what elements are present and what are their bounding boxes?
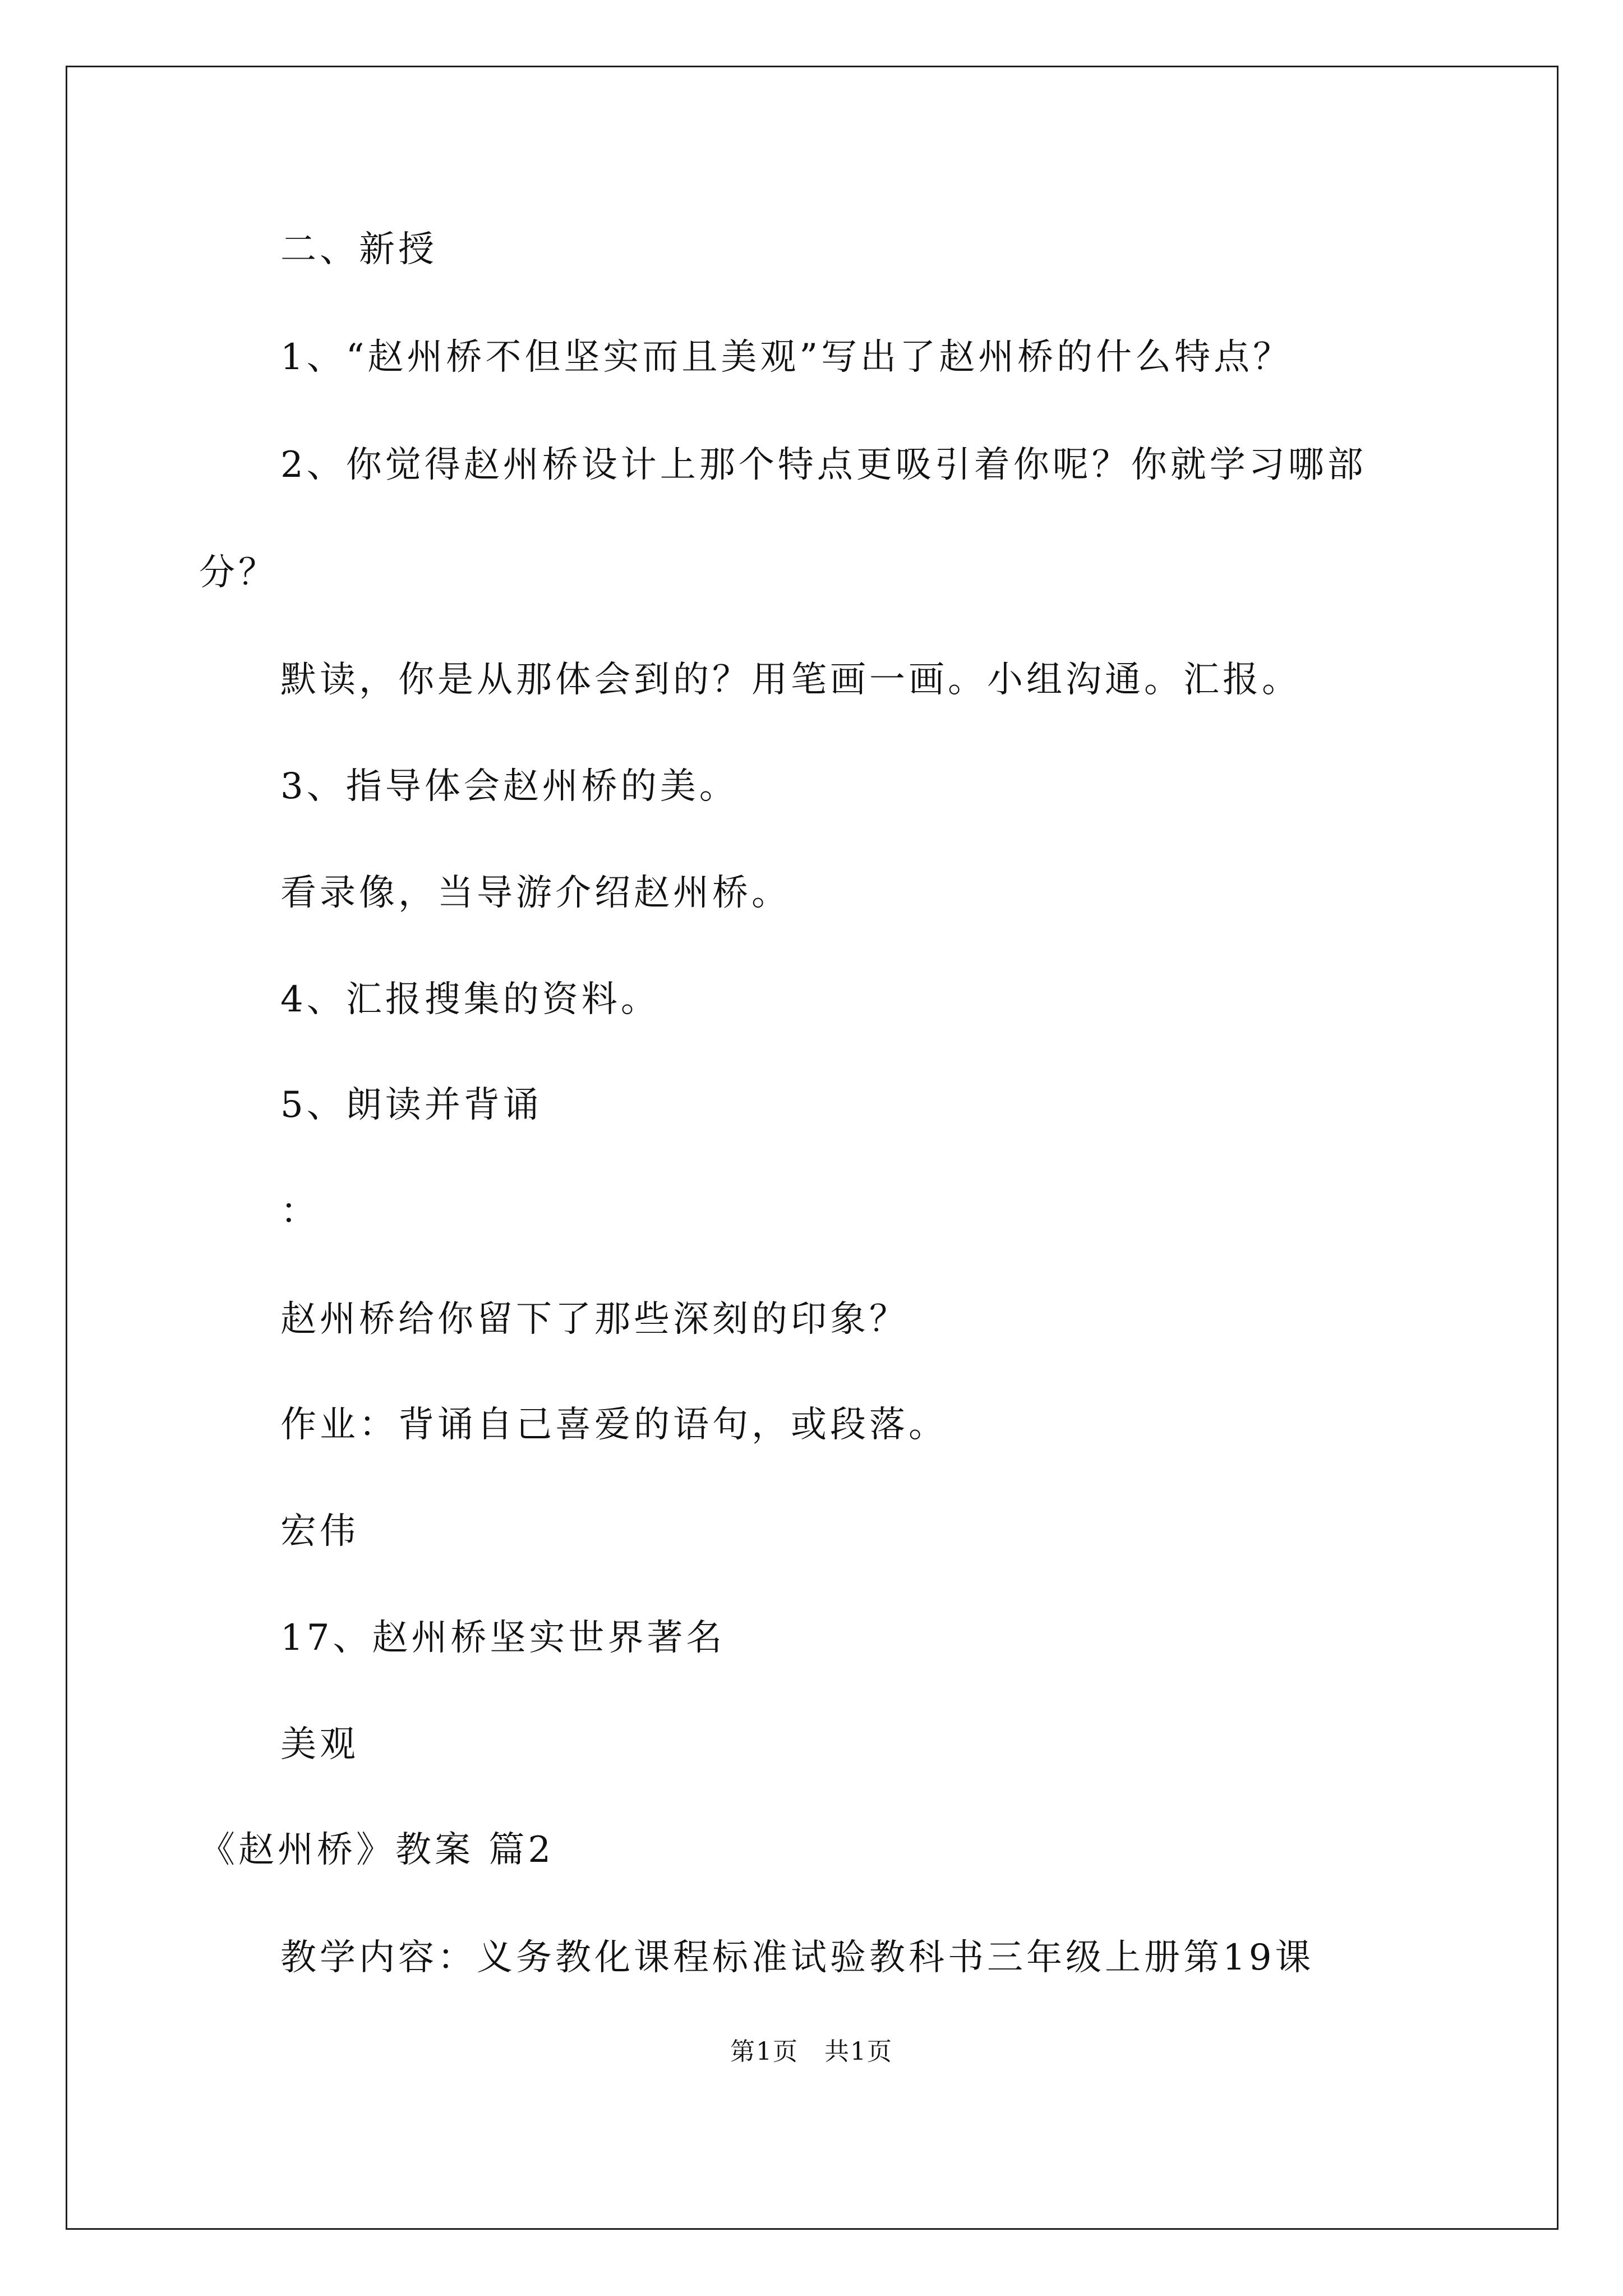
paragraph-line: 默读，你是从那体会到的？用笔画一画。小组沟通。汇报。 <box>280 659 1301 701</box>
section-heading-new-lesson: 二、新授 <box>280 229 437 270</box>
paragraph-line: 2、你觉得赵州桥设计上那个特点更吸引着你呢？你就学习哪部 <box>280 444 1367 486</box>
paragraph-line: ： <box>280 1191 320 1232</box>
blackboard-line: 美观 <box>280 1724 359 1765</box>
paragraph-line: 分？ <box>199 552 278 593</box>
paragraph-line: 4、汇报搜集的资料。 <box>280 979 660 1020</box>
paragraph-line: 作业：背诵自己喜爱的语句，或段落。 <box>280 1404 948 1446</box>
page-border <box>66 66 1559 2230</box>
paragraph-line: 3、指导体会赵州桥的美。 <box>280 766 739 807</box>
blackboard-line: 宏伟 <box>280 1511 359 1552</box>
paragraph-line: 教学内容：义务教化课程标准试验教科书三年级上册第19课 <box>280 1937 1315 1978</box>
paragraph-line: 5、朗读并背诵 <box>280 1084 542 1126</box>
blackboard-line: 17、赵州桥坚实世界著名 <box>280 1617 726 1659</box>
paragraph-line: 1、“赵州桥不但坚实而且美观”写出了赵州桥的什么特点？ <box>280 337 1293 378</box>
lesson-plan-title: 《赵州桥》教案 篇2 <box>199 1829 555 1871</box>
page-footer: 第1页 共1页 <box>730 2037 893 2066</box>
paragraph-line: 看录像，当导游介绍赵州桥。 <box>280 872 791 914</box>
paragraph-line: 赵州桥给你留下了那些深刻的印象？ <box>280 1299 909 1340</box>
